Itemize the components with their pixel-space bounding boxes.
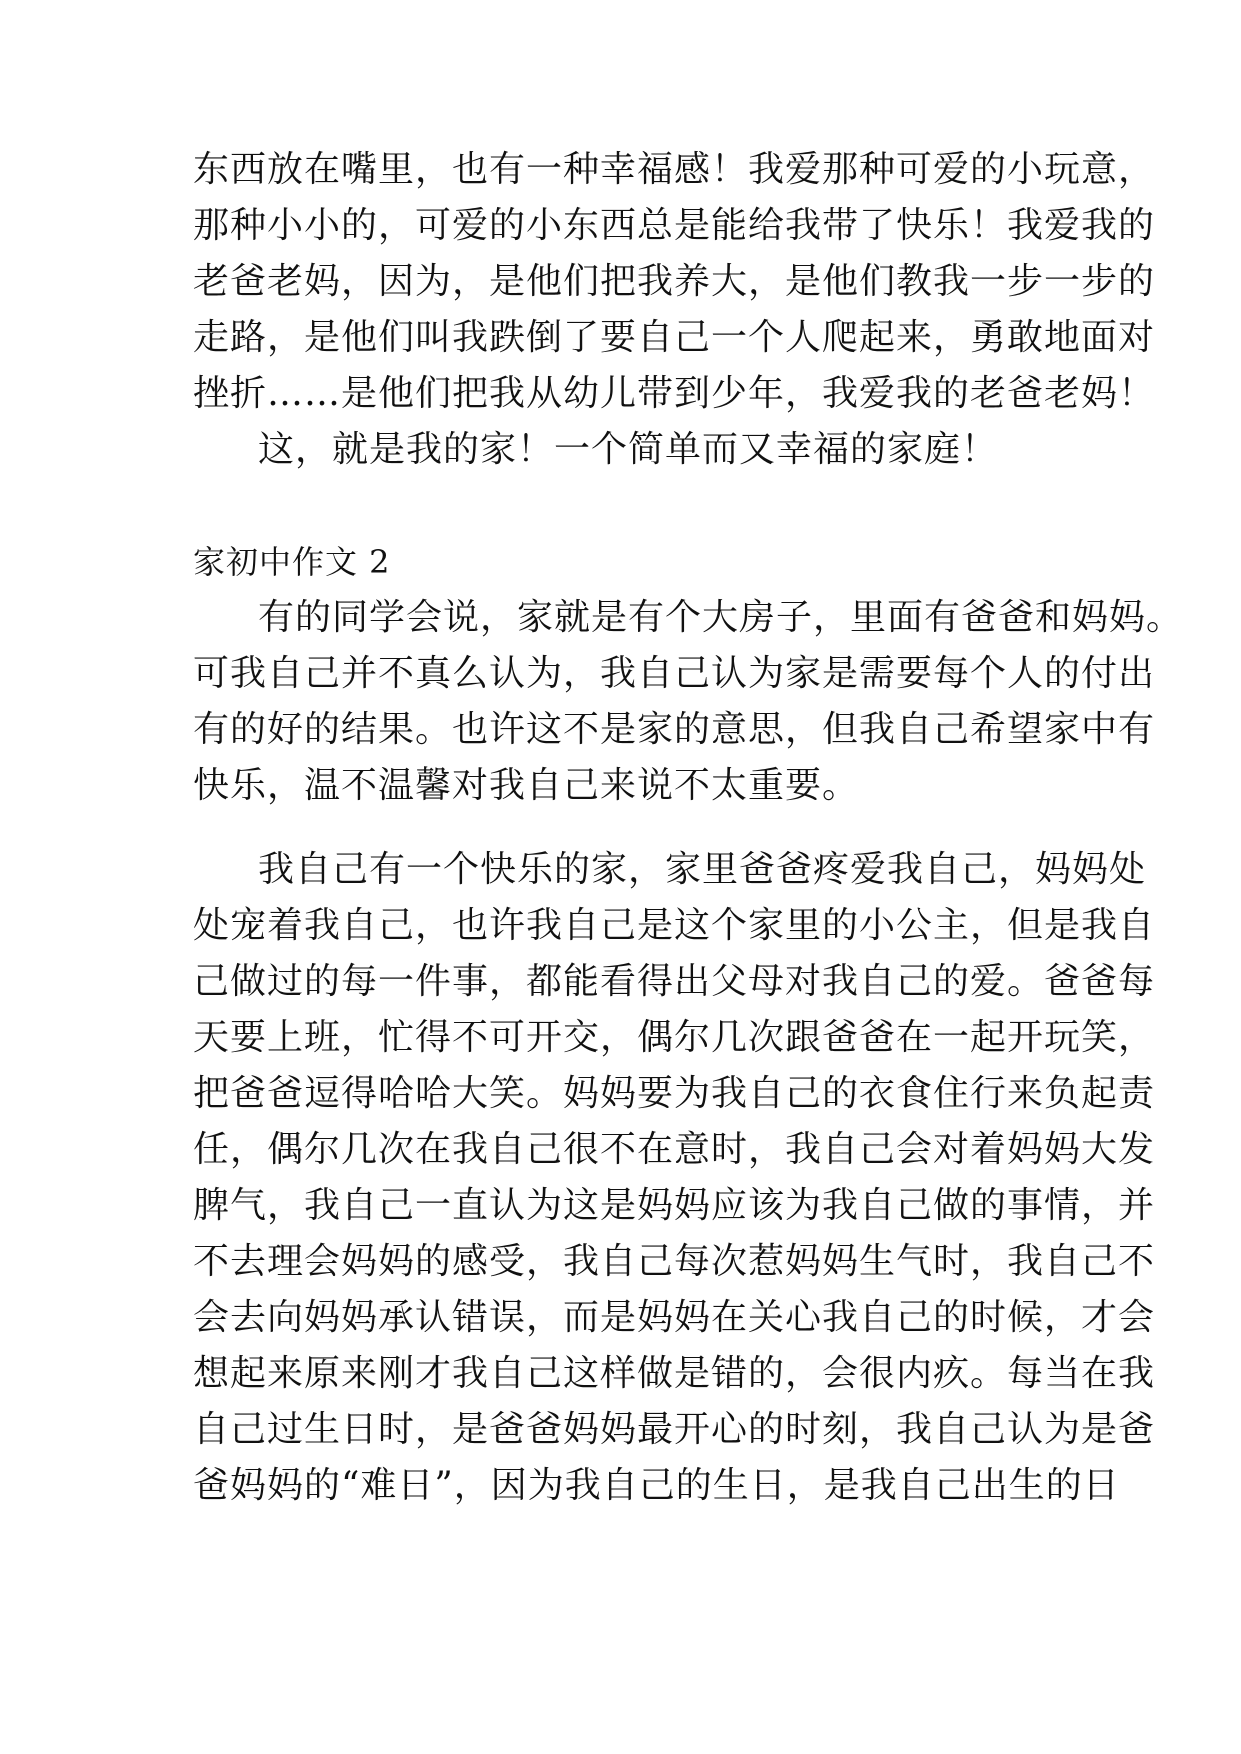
text-line: 不去理会妈妈的感受，我自己每次惹妈妈生气时，我自己不 (193, 1241, 1156, 1282)
text-line: 老爸老妈，因为，是他们把我养大，是他们教我一步一步的 (193, 261, 1156, 302)
text-line: 任，偶尔几次在我自己很不在意时，我自己会对着妈妈大发 (193, 1129, 1156, 1170)
text-line: 己做过的每一件事，都能看得出父母对我自己的爱。爸爸每 (193, 961, 1156, 1002)
text-line: 挫折……是他们把我从幼儿带到少年，我爱我的老爸老妈！ (193, 373, 1156, 414)
text-line: 走路，是他们叫我跌倒了要自己一个人爬起来，勇敢地面对 (193, 317, 1156, 358)
text-line: 把爸爸逗得哈哈大笑。妈妈要为我自己的衣食住行来负起责 (193, 1073, 1156, 1114)
essay-title: 家初中作文 2 (193, 543, 391, 581)
text-line: 可我自己并不真么认为，我自己认为家是需要每个人的付出 (193, 653, 1156, 694)
text-line: 那种小小的，可爱的小东西总是能给我带了快乐！我爱我的 (193, 205, 1156, 246)
text-line: 天要上班，忙得不可开交，偶尔几次跟爸爸在一起开玩笑， (193, 1017, 1156, 1058)
text-line: 东西放在嘴里，也有一种幸福感！我爱那种可爱的小玩意， (193, 149, 1156, 190)
closing-line: 这，就是我的家！一个简单而又幸福的家庭！ (258, 429, 999, 470)
text-line: 处宠着我自己，也许我自己是这个家里的小公主，但是我自 (193, 905, 1156, 946)
text-line: 有的好的结果。也许这不是家的意思，但我自己希望家中有 (193, 709, 1156, 750)
text-line: 有的同学会说，家就是有个大房子，里面有爸爸和妈妈。 (258, 597, 1184, 638)
text-line: 脾气，我自己一直认为这是妈妈应该为我自己做的事情，并 (193, 1185, 1156, 1226)
text-line: 我自己有一个快乐的家，家里爸爸疼爱我自己，妈妈处 (258, 849, 1147, 890)
text-line: 快乐，温不温馨对我自己来说不太重要。 (193, 765, 860, 806)
text-line: 自己过生日时，是爸爸妈妈最开心的时刻，我自己认为是爸 (193, 1409, 1156, 1450)
text-line: 想起来原来刚才我自己这样做是错的，会很内疚。每当在我 (193, 1353, 1156, 1394)
text-line: 会去向妈妈承认错误，而是妈妈在关心我自己的时候，才会 (193, 1297, 1156, 1338)
text-line: 爸妈妈的“难日”，因为我自己的生日，是我自己出生的日 (193, 1465, 1120, 1506)
